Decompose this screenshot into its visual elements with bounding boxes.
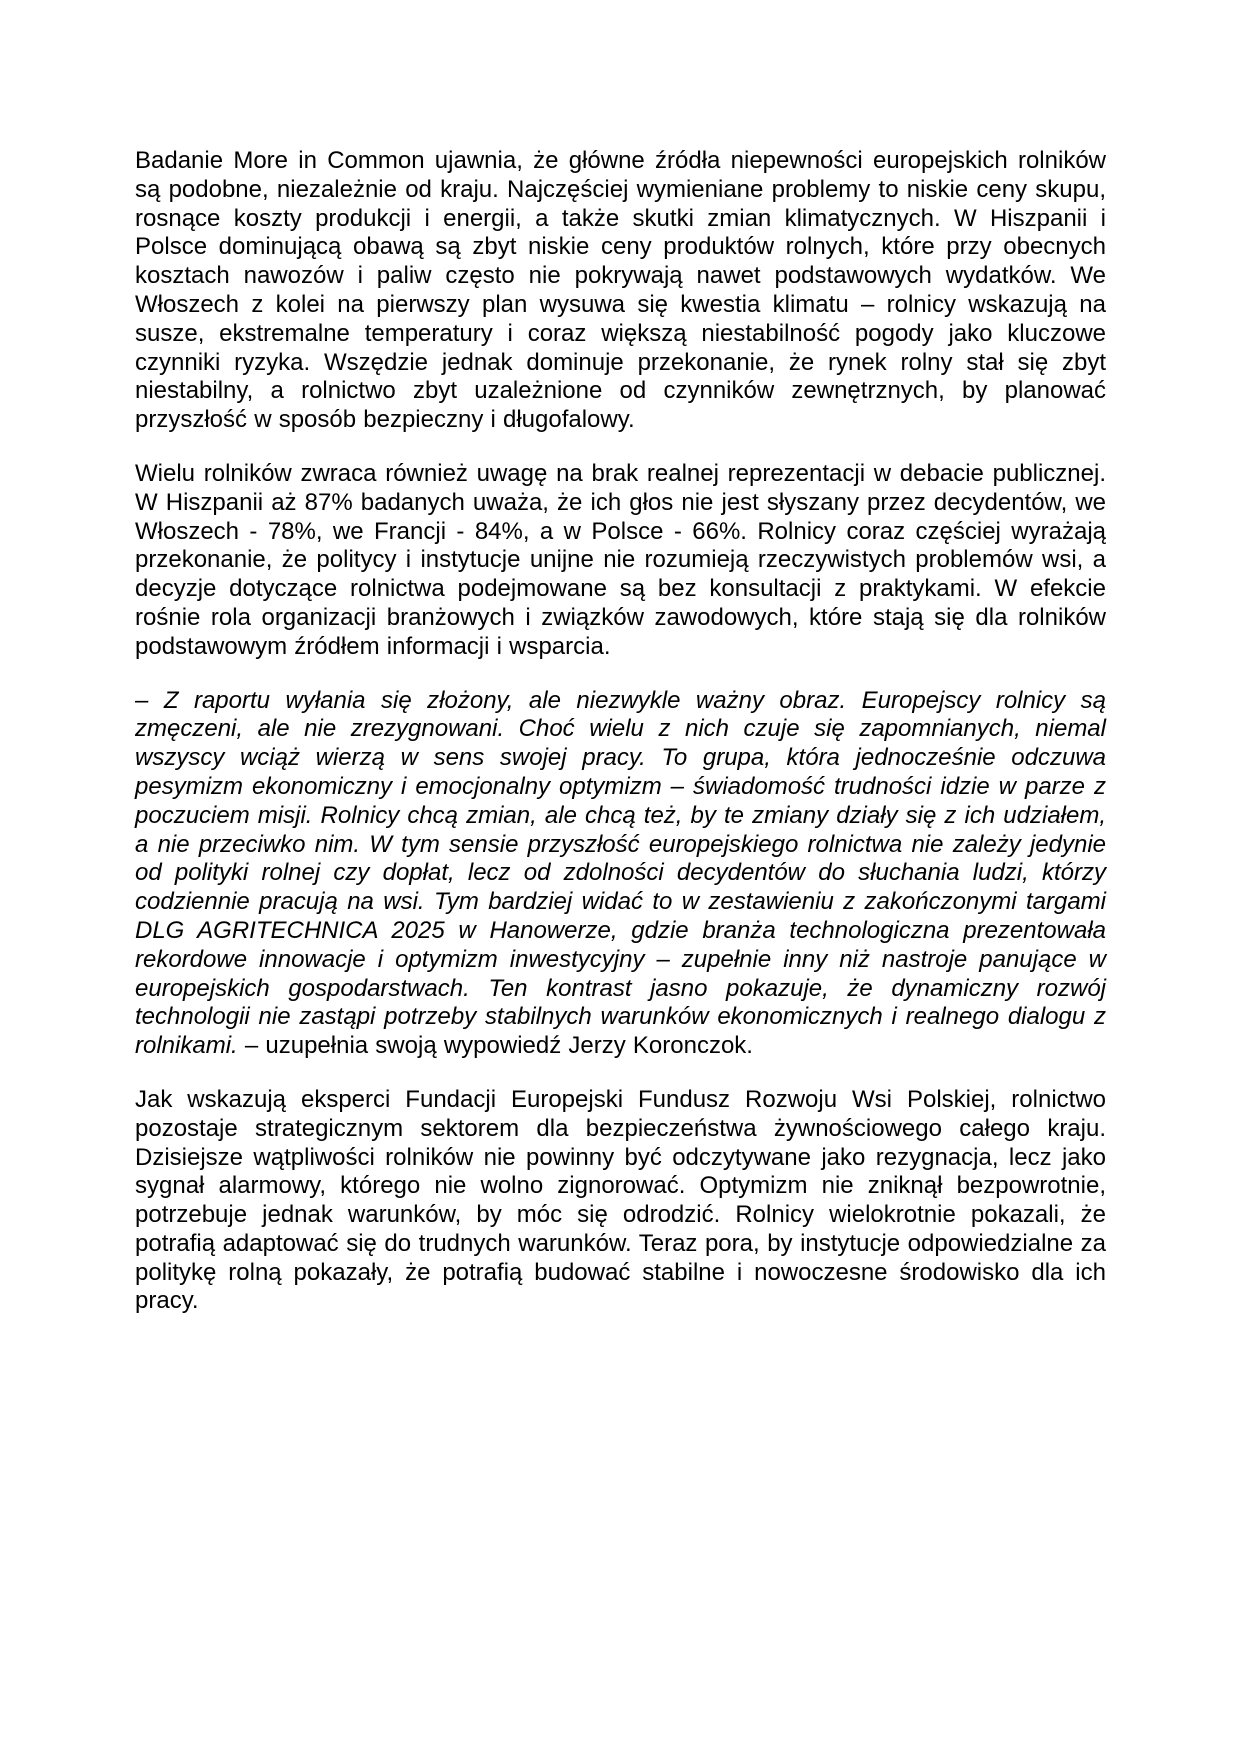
- text-run: Jak wskazują eksperci Fundacji Europejski Fundusz Rozwoju Wsi Polskiej, rolnictwo pozostaje strategicznym sektorem dla bezpieczeństwa żywnościowego całego kraju. Dzisiejsze wątpliwości rolników nie powinny być odczytywane jako rezygnacja, lecz jako sygnał alarmowy, którego nie wolno zignorować. Optymizm nie zniknął bezpowrotnie, potrzebuje jednak warunków, by móc się odrodzić. Rolnicy wielokrotnie pokazali, że potrafią adaptować się do trudnych warunków. Teraz pora, by instytucje odpowiedzialne za politykę rolną pokazały, że potrafią budować stabilne i nowoczesne środowisko dla ich pracy.: [135, 1085, 1106, 1315]
- paragraph-quote: [135, 687, 1106, 1061]
- document-content: [135, 147, 1106, 1316]
- text-run: – Z raportu wyłania się złożony, ale niezwykle ważny obraz. Europejscy rolnicy są zmęczeni, ale nie zrezygnowani. Choć wielu z nich czuje się zapomnianych, niemal wszyscy wciąż wierzą w sens swojej pracy. To grupa, która jednocześnie odczuwa pesymizm ekonomiczny i emocjonalny optymizm – świadomość trudności idzie w parze z poczuciem misji. Rolnicy chcą zmian, ale chcą też, by te zmiany działy się z ich udziałem, a nie przeciwko nim. W tym sensie przyszłość europejskiego rolnictwa nie zależy jedynie od polityki rolnej czy dopłat, lecz od zdolności decydentów do słuchania ludzi, którzy codziennie pracują na wsi. Tym bardziej widać to w zestawieniu z zakończonymi targami DLG AGRITECHNICA 2025 w Hanowerze, gdzie branża technologiczna prezentowała rekordowe innowacje i optymizm inwestycyjny – zupełnie inny niż nastroje panujące w europejskich gospodarstwach. Ten kontrast jasno pokazuje, że dynamiczny rozwój technologii nie zastąpi potrzeby stabilnych warunków ekonomicznych i realnego dialogu z rolnikami.: [135, 686, 1106, 1060]
- text-run: – uzupełnia swoją wypowiedź Jerzy Koronczok.: [237, 1032, 753, 1060]
- text-run: Wielu rolników zwraca również uwagę na brak realnej reprezentacji w debacie publicznej. W Hiszpanii aż 87% badanych uważa, że ich głos nie jest słyszany przez decydentów, we Włoszech - 78%, we Francji - 84%, a w Polsce - 66%. Rolnicy coraz częściej wyrażają przekonanie, że politycy i instytucje unijne nie rozumieją rzeczywistych problemów wsi, a decyzje dotyczące rolnictwa podejmowane są bez konsultacji z praktykami. W efekcie rośnie rola organizacji branżowych i związków zawodowych, które stają się dla rolników podstawowym źródłem informacji i wsparcia.: [135, 459, 1106, 660]
- paragraph-representation: [135, 460, 1106, 662]
- paragraph-survey-findings: [135, 147, 1106, 435]
- paragraph-experts-conclusion: [135, 1086, 1106, 1316]
- text-run: Badanie More in Common ujawnia, że główne źródła niepewności europejskich rolników są podobne, niezależnie od kraju. Najczęściej wymieniane problemy to niskie ceny skupu, rosnące koszty produkcji i energii, a także skutki zmian klimatycznych. W Hiszpanii i Polsce dominującą obawą są zbyt niskie ceny produktów rolnych, które przy obecnych kosztach nawozów i paliw często nie pokrywają nawet podstawowych wydatków. We Włoszech z kolei na pierwszy plan wysuwa się kwestia klimatu – rolnicy wskazują na susze, ekstremalne temperatury i coraz większą niestabilność pogody jako kluczowe czynniki ryzyka. Wszędzie jednak dominuje przekonanie, że rynek rolny stał się zbyt niestabilny, a rolnictwo zbyt uzależnione od czynników zewnętrznych, by planować przyszłość w sposób bezpieczny i długofalowy.: [135, 147, 1106, 434]
